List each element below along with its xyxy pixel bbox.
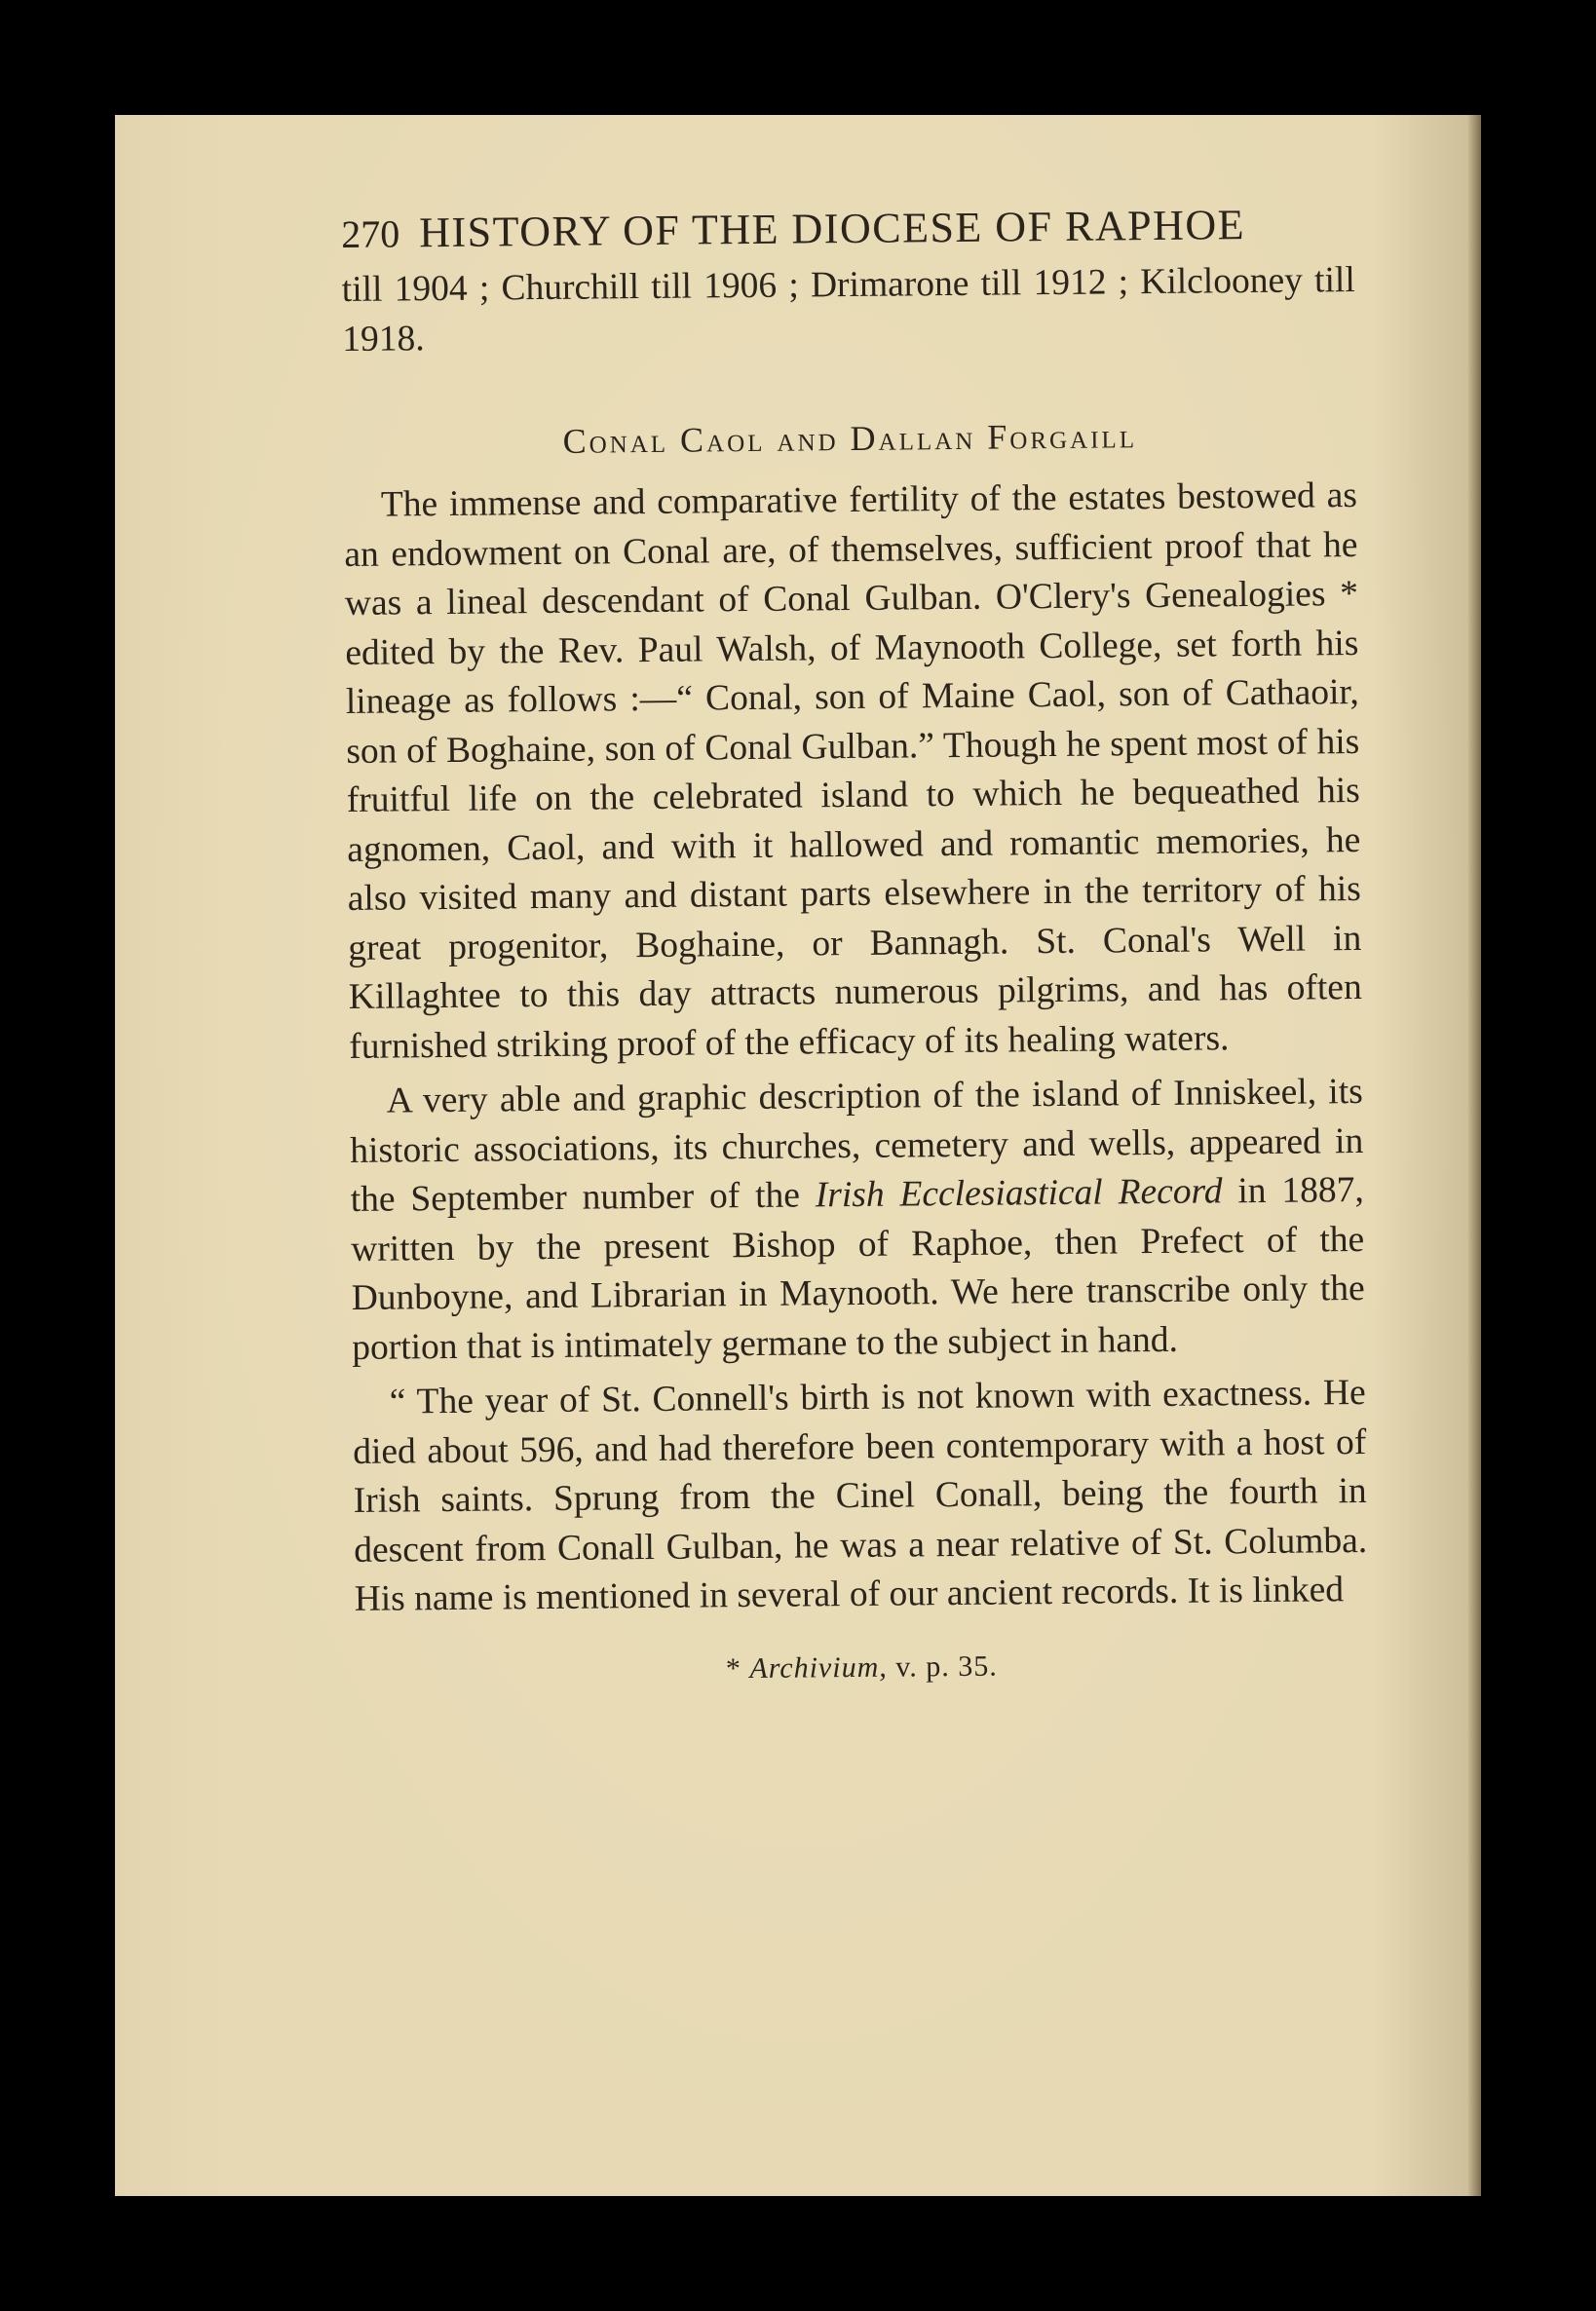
paragraph-1: The immense and comparative fertility of the estates bestowed as an endowment on Conal are, of themselves, sufficient proof that he was a lineal descendant of Conal Gulban. O'Clery's Genealogies * edited by the Rev. Paul Walsh, of Maynooth College, set forth his lineage as follows :—“ Conal, son of Maine Caol, son of Cathaoir, son of Boghaine, son of Conal Gulban.” Though he spent most of his fruitful life on the celebrated island to which he bequeathed his agnomen, Caol, and with it hallowed and romantic memories, he also visited many and distant parts elsewhere in the territory of his great progenitor, Boghaine, or Bannagh. St. Conal's Well in Killaghtee to this day attracts numerous pilgrims, and has often furnished striking proof of the efficacy of its healing waters. xyxy=(344,475,1362,1067)
footnote-marker: * xyxy=(725,1651,742,1685)
footnote xyxy=(355,1646,1368,1688)
section-heading: Conal Caol and Dallan Forgaill xyxy=(562,416,1138,461)
paragraph-3: “ The year of St. Connell's birth is not known with exactness. He died about 596, and had therefore been contemporary with a host of Irish saints. Sprung from the Cinel Conall, being the fourth in descent from Conall Gulban, he was a near relative of St. Columba. His name is mentioned in several of our ancient records. It is linked xyxy=(353,1372,1368,1619)
spine-shadow xyxy=(1467,115,1481,2196)
paragraph-2 xyxy=(350,1068,1366,1373)
book-page xyxy=(115,115,1481,2196)
footnote-title: Archivium, xyxy=(749,1650,888,1685)
footnote-ref: v. p. 35. xyxy=(887,1649,998,1684)
running-head xyxy=(341,199,1354,258)
running-title: HISTORY OF THE DIOCESE OF RAPHOE xyxy=(419,201,1246,257)
continuation-text: till 1904 ; Churchill till 1906 ; Drimarone till 1912 ; Kilclooney till 1918. xyxy=(341,260,1355,360)
journal-title: Irish Ecclesiastical Record xyxy=(815,1171,1223,1216)
paragraph-2-text-a: A very able and graphic description of the island of Inniskeel, its historic associations, its churches, cemetery and wells, appeared in the September number of the xyxy=(350,1071,1364,1220)
paragraph-2-text-b: in 1887, written by the present Bishop of Raphoe, then Prefect of the Dunboyne, and Librarian in Maynooth. We here transcribe only the portion that is intimately germane to the subject in hand. xyxy=(351,1169,1365,1368)
text-block xyxy=(341,199,1369,1688)
page-number: 270 xyxy=(341,211,400,256)
